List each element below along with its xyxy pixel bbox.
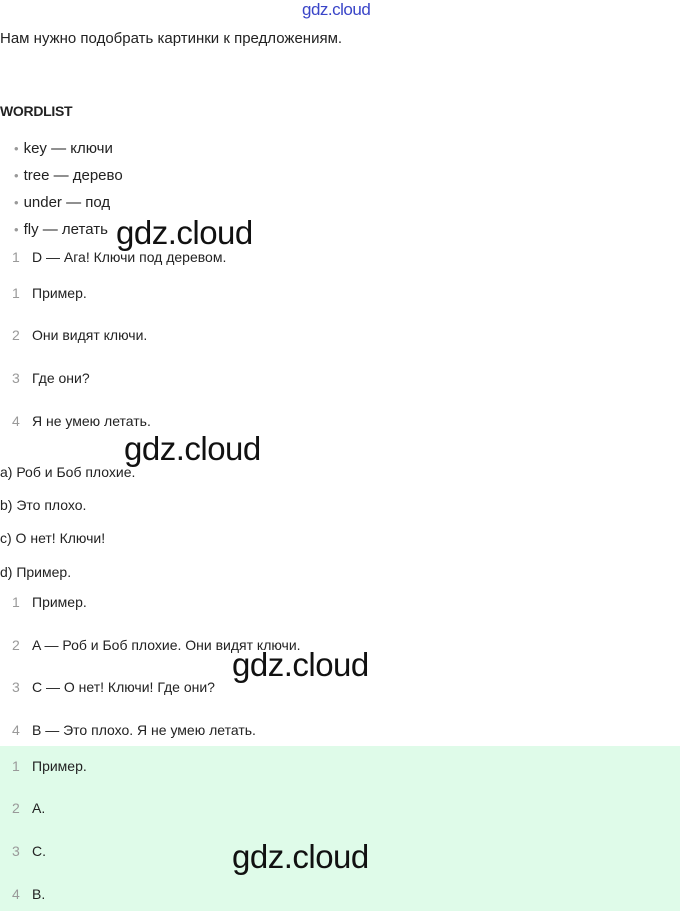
bullet-icon: • (14, 168, 19, 183)
sentence-row: 2 Они видят ключи. (12, 327, 148, 343)
watermark: gdz.cloud (116, 214, 253, 251)
bullet-icon: • (14, 222, 19, 237)
matched-row: 1 Пример. (12, 594, 87, 610)
sentence-row: 4 Я не умею летать. (12, 413, 151, 429)
answer-row: 2 A. (12, 800, 46, 816)
answer-row: 3 C. (12, 843, 46, 859)
answer-block (0, 746, 680, 911)
wordlist-item: • tree — дерево (14, 167, 123, 184)
option-c: c) О нет! Ключи! (0, 530, 106, 546)
bullet-icon: • (14, 195, 19, 210)
watermark: gdz.cloud (232, 838, 369, 875)
matched-row: 4 B — Это плохо. Я не умею летать. (12, 722, 256, 738)
watermark: gdz.cloud (124, 430, 261, 467)
watermark: gdz.cloud (232, 646, 369, 683)
sentence-row: 1 Пример. (12, 285, 87, 301)
option-b: b) Это плохо. (0, 497, 87, 513)
answer-row: 4 B. (12, 886, 46, 902)
intro-text: Нам нужно подобрать картинки к предложениям. (0, 30, 343, 47)
header-logo[interactable]: gdz.cloud (302, 0, 371, 19)
option-d: d) Пример. (0, 564, 72, 580)
option-a: a) Роб и Боб плохие. (0, 464, 136, 480)
wordlist-item: • under — под (14, 194, 111, 211)
matched-row: 2 A — Роб и Боб плохие. Они видят ключи. (12, 637, 301, 653)
answer-row: 1 Пример. (12, 758, 87, 774)
sentence-row: 3 Где они? (12, 370, 90, 386)
wordlist-item: • fly — летать (14, 221, 108, 238)
wordlist-item: • key — ключи (14, 140, 113, 157)
story-line: 1 D — Ага! Ключи под деревом. (12, 249, 227, 265)
bullet-icon: • (14, 141, 19, 156)
matched-row: 3 C — О нет! Ключи! Где они? (12, 679, 215, 695)
wordlist-heading: WORDLIST (0, 103, 73, 119)
